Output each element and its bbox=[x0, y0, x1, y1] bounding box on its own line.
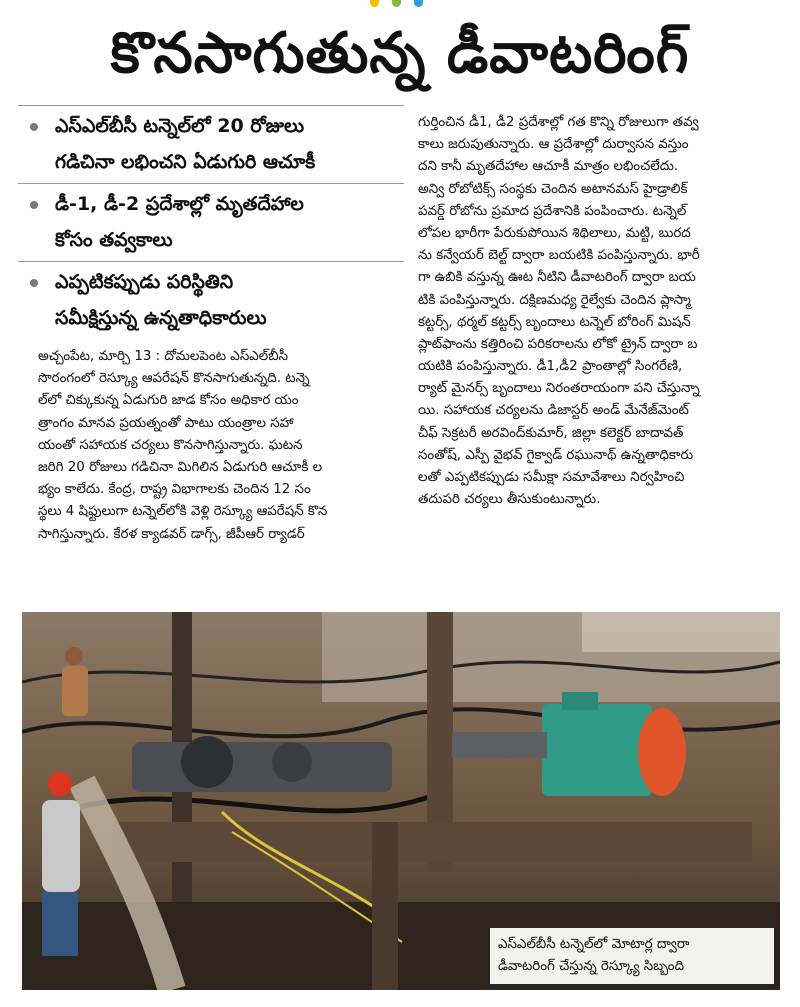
body-line: యంతో సహాయక చర్యలు కొనసాగిస్తున్నారు. ఘటన bbox=[38, 437, 303, 453]
body-line: చీఫ్ సెక్రటరీ అరవింద్‌కుమార్, జిల్లా కలెక్టర్ బాదావత్ bbox=[418, 425, 684, 441]
body-line: పవర్డ్ రోబోను ప్రమాద ప్రదేశానికి పంపించారు. టన్నెల్ bbox=[418, 203, 687, 219]
worker-head bbox=[65, 647, 83, 665]
body-line: యి. సహాయక చర్యలను డిజాస్టర్ అండ్ మేనేజ్‌మెంట్ bbox=[418, 403, 689, 419]
highlight-divider bbox=[18, 261, 404, 262]
pump-assembly bbox=[132, 742, 392, 792]
bullet-icon bbox=[30, 123, 38, 131]
body-line: టికి పంపిస్తున్నారు. దక్షిణమధ్య రైల్వేకు చెందిన ప్లాస్మా bbox=[418, 292, 691, 308]
highlight-line: ఎప్పటికప్పుడు పరిస్థితిని bbox=[55, 271, 234, 293]
body-line: లోపల భారీగా పేరుకుపోయిన శిథిలాలు, మట్టి, బురద bbox=[418, 225, 691, 241]
photo-caption bbox=[490, 928, 774, 984]
highlight-divider bbox=[18, 183, 404, 184]
body-line: కట్టర్స్, థర్మల్ కట్టర్స్ బృందాలు టన్నెల్ బోరింగ్ మిషన్ bbox=[418, 314, 691, 330]
body-line: ప్లాట్‌ఫాంను కత్తిరించి పరికరాలను లోకో ట్రైన్ ద్వారా బ bbox=[418, 336, 698, 352]
body-line: దని కానీ మృతదేహాల ఆచూకీ మాత్రం లభించలేదు. bbox=[418, 159, 679, 175]
green-motor bbox=[542, 704, 652, 796]
caption-line: ఎస్‌ఎల్‌బీసీ టన్నెల్‌లో మోటార్ల ద్వారా bbox=[498, 937, 690, 952]
body-line: గుర్తించిన డీ1, డీ2 ప్రదేశాల్లో గత కొన్ని రోజులుగా తవ్వ bbox=[418, 115, 699, 130]
body-line: త్రాంగం మానవ ప్రయత్నంతో పాటు యంత్రాల సహా bbox=[38, 415, 294, 431]
news-photo bbox=[22, 612, 780, 990]
highlight-line: గడిచినా లభించని ఏడుగురి ఆచూకీ bbox=[55, 151, 316, 173]
body-line: లతో ఎప్పటికప్పుడు సమీక్షా సమావేశాలు నిర్వహించి bbox=[418, 470, 685, 485]
highlight-item bbox=[22, 188, 402, 258]
masthead-decoration bbox=[362, 0, 442, 10]
pump-wheel bbox=[272, 742, 312, 782]
body-line: జరిగి 20 రోజులు గడిచినా మిగిలిన ఏడుగురి ఆచూకీ ల bbox=[38, 459, 323, 475]
highlight-item bbox=[22, 266, 402, 336]
bullet-icon bbox=[30, 279, 38, 287]
pump-wheel bbox=[181, 736, 233, 788]
highlight-item bbox=[22, 110, 402, 180]
deco-drop bbox=[370, 0, 379, 7]
caption-line: డీవాటరింగ్ చేస్తున్న రెస్క్యూ సిబ్బంది bbox=[498, 959, 685, 974]
pipe bbox=[372, 822, 398, 990]
motor-fan-cover bbox=[638, 708, 686, 796]
bullet-icon bbox=[30, 201, 38, 209]
body-line: ల్‌లో చిక్కుకున్న ఏడుగురి జాడ కోసం అధికార యం bbox=[38, 393, 299, 409]
motor-shaft bbox=[452, 732, 547, 758]
body-line: యటికి పంపిస్తున్నారు. డీ1,డీ2 ప్రాంతాల్లో సింగరేణి, bbox=[418, 359, 683, 375]
body-line: ర్యాట్ మైనర్స్ బృందాలు నిరంతరాయంగా పని చేస్తున్నా bbox=[418, 381, 700, 397]
tunnel-light bbox=[582, 612, 780, 652]
deco-drop bbox=[414, 0, 423, 7]
body-line: అన్వి రోబోటిక్స్ సంస్థకు చెందిన అటానమస్ హైడ్రాలిక్ bbox=[418, 181, 688, 197]
motor-terminal-box bbox=[562, 692, 598, 710]
platform bbox=[112, 822, 752, 862]
body-line: స్థలు 4 షిఫ్టులుగా టన్నెల్‌లోకి వెళ్లి రెస్క్యూ ఆపరేషన్ కొన bbox=[38, 504, 328, 520]
highlight-line: ఎస్‌ఎల్‌బీసీ టన్నెల్‌లో 20 రోజులు bbox=[55, 115, 305, 137]
worker-shirt bbox=[62, 666, 88, 716]
article-body-right bbox=[418, 112, 788, 511]
article-body-left bbox=[38, 346, 404, 546]
body-line: సొరంగంలో రెస్క్యూ ఆపరేషన్ కొనసాగుతున్నది. టన్నె bbox=[38, 371, 310, 387]
worker-shirt bbox=[42, 800, 80, 892]
highlight-line: డీ-1, డీ-2 ప్రదేశాల్లో మృతదేహాల bbox=[55, 193, 304, 215]
highlight-divider bbox=[18, 105, 404, 106]
body-line: ను కన్వేయర్ బెల్ట్ ద్వారా బయటికి పంపిస్తున్నారు. భారీ bbox=[418, 248, 700, 264]
body-line: అచ్చంపేట, మార్చి 13 : దోమలపెంట ఎస్‌ఎల్‌బీసీ bbox=[38, 349, 288, 364]
highlight-line: సమీక్షిస్తున్న ఉన్నతాధికారులు bbox=[55, 307, 267, 329]
highlight-line: కోసం తవ్వకాలు bbox=[55, 229, 173, 251]
body-line: భ్యం కాలేదు. కేంద్ర, రాష్ట్ర విభాగాలకు చెందిన 12 సం bbox=[38, 482, 311, 498]
helmet bbox=[48, 772, 72, 796]
worker-jeans bbox=[42, 892, 78, 956]
body-line: తదుపరి చర్యలు తీసుకుంటున్నారు. bbox=[418, 492, 601, 508]
deco-drop bbox=[392, 0, 401, 7]
headline: కొనసాగుతున్న డీవాటరింగ్ bbox=[110, 21, 690, 86]
body-line: సాగిస్తున్నారు. కేరళ క్యాడవర్ డాగ్స్, జీపీఆర్ ర్యాడర్ bbox=[38, 526, 305, 542]
body-line: సంతోష్, ఎస్పీ వైభవ్ గైక్వాడ్ రఘునాథ్ ఉన్నతాధికారు bbox=[418, 447, 694, 463]
body-line: గా ఉబికి వస్తున్న ఊట నీటిని డీవాటరింగ్ ద్వారా బయ bbox=[418, 270, 696, 286]
body-line: కాలు జరుపుతున్నారు. ఆ ప్రదేశాల్లో దుర్వాసన వస్తుం bbox=[418, 137, 689, 153]
